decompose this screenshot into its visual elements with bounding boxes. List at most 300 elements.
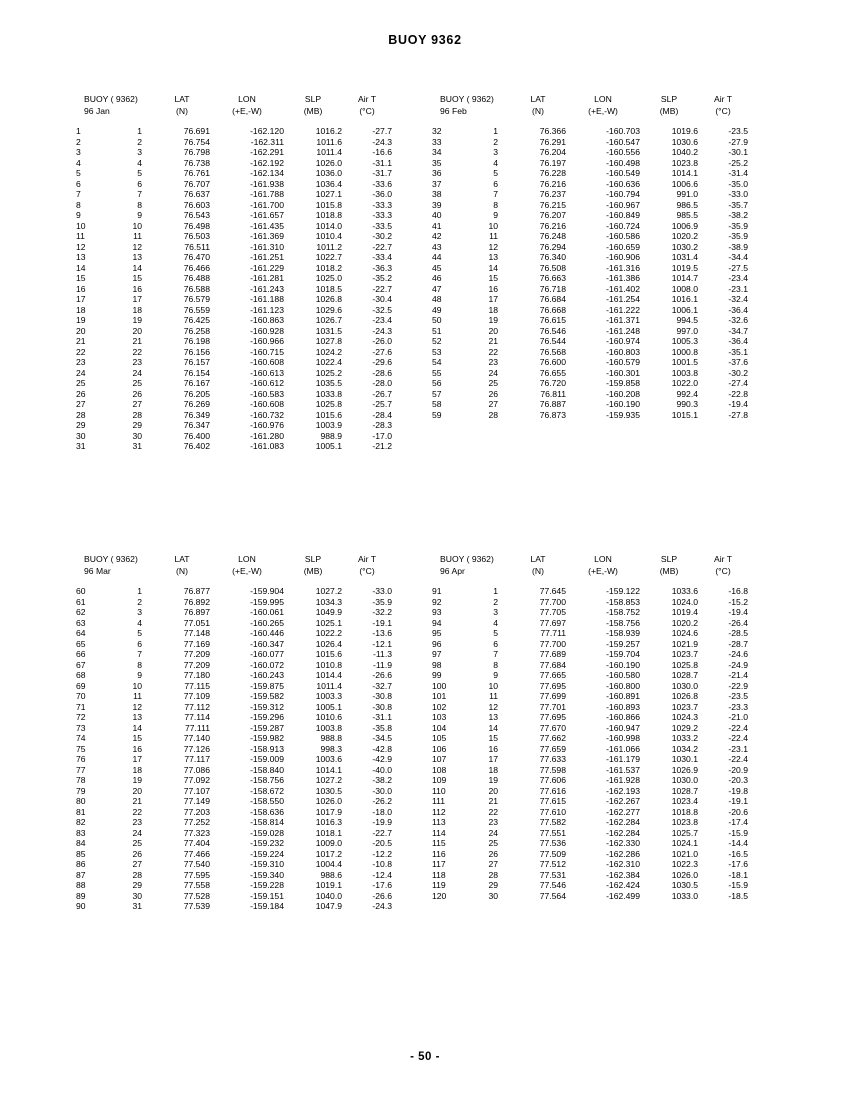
cell-slp: 1008.0 (671, 283, 698, 294)
table-row (74, 744, 392, 755)
cell-index: 58 (432, 399, 442, 409)
table-row (430, 744, 748, 755)
cell-airt: -21.0 (728, 712, 748, 722)
table-row (430, 305, 748, 316)
table-row (430, 326, 748, 337)
cell-day: 7 (137, 649, 142, 659)
cell-day: 16 (488, 743, 498, 754)
cell-day: 29 (132, 420, 142, 430)
cell-day: 16 (132, 283, 142, 294)
cell-airt: -19.4 (728, 399, 748, 409)
header-lat-units: (N) (532, 106, 544, 116)
cell-airt: -32.5 (372, 304, 392, 315)
cell-day: 26 (132, 388, 142, 399)
cell-index: 84 (76, 838, 86, 848)
cell-slp: 1030.6 (671, 136, 698, 147)
cell-index: 103 (432, 712, 447, 722)
cell-airt: -22.4 (728, 754, 748, 764)
cell-day: 11 (133, 691, 142, 701)
cell-day: 25 (488, 378, 498, 388)
cell-day: 10 (488, 220, 498, 231)
table-row (430, 754, 748, 765)
cell-index: 66 (76, 649, 86, 659)
cell-lon: -159.995 (250, 596, 284, 607)
cell-lon: -159.704 (606, 649, 640, 659)
cell-slp: 988.8 (320, 733, 342, 743)
cell-airt: -33.0 (372, 586, 392, 596)
cell-index: 49 (432, 304, 442, 315)
cell-index: 10 (76, 220, 86, 231)
cell-slp: 1018.5 (315, 283, 342, 294)
cell-airt: -28.4 (372, 409, 392, 420)
cell-index: 28 (76, 409, 86, 420)
table-body-apr (430, 586, 748, 901)
table-row (74, 126, 392, 137)
cell-lat: 77.140 (183, 733, 210, 743)
cell-index: 71 (76, 701, 86, 712)
table-row (74, 597, 392, 608)
cell-lat: 76.543 (183, 210, 210, 220)
cell-day: 23 (132, 817, 142, 827)
cell-day: 8 (137, 659, 142, 670)
cell-day: 1 (137, 586, 142, 596)
cell-index: 80 (76, 796, 86, 806)
cell-lat: 76.568 (539, 346, 566, 357)
cell-slp: 1015.8 (315, 199, 342, 210)
cell-index: 61 (76, 596, 86, 607)
cell-slp: 1006.1 (671, 304, 698, 315)
table-row (430, 723, 748, 734)
cell-airt: -36.0 (372, 189, 392, 199)
cell-slp: 1026.8 (315, 294, 342, 304)
cell-airt: -42.8 (372, 743, 392, 754)
cell-airt: -25.2 (728, 157, 748, 168)
cell-airt: -34.4 (728, 252, 748, 262)
cell-day: 10 (132, 680, 142, 691)
cell-slp: 1015.6 (315, 409, 342, 420)
cell-index: 34 (432, 147, 442, 157)
header-month-mar: 96 Mar (84, 566, 111, 576)
cell-index: 107 (432, 754, 447, 764)
table-row (74, 712, 392, 723)
cell-index: 99 (432, 670, 442, 680)
cell-day: 1 (137, 126, 142, 136)
cell-day: 3 (137, 607, 142, 617)
table-row (74, 231, 392, 242)
cell-lon: -160.301 (606, 367, 640, 378)
cell-index: 69 (76, 680, 86, 691)
header-lat-units: (N) (176, 566, 188, 576)
cell-airt: -30.2 (372, 231, 392, 241)
header-lat-units: (N) (532, 566, 544, 576)
cell-airt: -24.3 (372, 136, 392, 147)
cell-lat: 77.615 (539, 796, 566, 806)
cell-index: 53 (432, 346, 442, 357)
cell-lat: 76.544 (539, 336, 566, 346)
cell-airt: -22.7 (372, 241, 392, 252)
table-row (74, 357, 392, 368)
cell-slp: 1018.8 (315, 210, 342, 220)
cell-slp: 1025.0 (315, 273, 342, 283)
table-row (430, 817, 748, 828)
cell-lat: 77.689 (539, 649, 566, 659)
cell-slp: 1034.3 (315, 596, 342, 607)
cell-day: 18 (132, 764, 142, 775)
table-row (430, 660, 748, 671)
cell-day: 7 (493, 649, 498, 659)
cell-lon: -162.267 (606, 796, 640, 806)
cell-slp: 1016.1 (671, 294, 698, 304)
cell-airt: -36.4 (728, 336, 748, 346)
table-row (430, 670, 748, 681)
cell-day: 4 (493, 157, 498, 168)
cell-airt: -22.7 (372, 827, 392, 838)
cell-airt: -17.4 (728, 817, 748, 827)
cell-airt: -17.6 (372, 880, 392, 890)
table-row (74, 336, 392, 347)
cell-slp: 1001.5 (671, 357, 698, 367)
cell-lon: -159.228 (250, 880, 284, 890)
cell-lat: 77.086 (183, 764, 210, 775)
cell-index: 50 (432, 315, 442, 325)
table-row (74, 399, 392, 410)
table-row (74, 179, 392, 190)
cell-day: 18 (488, 304, 498, 315)
table-row (74, 326, 392, 337)
table-row (74, 660, 392, 671)
cell-airt: -28.7 (728, 638, 748, 649)
cell-index: 27 (76, 399, 86, 409)
table-row (74, 828, 392, 839)
cell-airt: -22.9 (728, 680, 748, 691)
cell-day: 21 (132, 336, 142, 346)
cell-airt: -24.9 (728, 659, 748, 670)
cell-slp: 1036.4 (315, 178, 342, 189)
cell-slp: 1026.4 (315, 638, 342, 649)
cell-index: 89 (76, 890, 86, 901)
table-row (430, 765, 748, 776)
cell-lat: 77.148 (183, 628, 210, 638)
buoy-table-apr (430, 554, 748, 901)
cell-day: 14 (132, 262, 142, 273)
data-block-jan (74, 94, 392, 452)
table-row (430, 294, 748, 305)
cell-slp: 1011.2 (316, 241, 342, 252)
cell-slp: 1027.8 (315, 336, 342, 346)
table-row (74, 628, 392, 639)
cell-lat: 77.701 (539, 701, 566, 712)
cell-lat: 77.117 (184, 754, 210, 764)
cell-day: 13 (488, 712, 498, 722)
cell-lat: 77.169 (183, 638, 210, 649)
cell-slp: 1018.1 (315, 827, 342, 838)
table-row (74, 147, 392, 158)
cell-airt: -15.9 (728, 880, 748, 890)
cell-slp: 1029.6 (315, 304, 342, 315)
cell-airt: -34.5 (372, 733, 392, 743)
cell-day: 24 (132, 367, 142, 378)
cell-lat: 76.546 (539, 325, 566, 336)
cell-lat: 77.252 (183, 817, 210, 827)
cell-slp: 1015.6 (315, 649, 342, 659)
cell-index: 85 (76, 848, 86, 859)
cell-slp: 1023.4 (671, 796, 698, 806)
cell-lon: -162.499 (606, 890, 640, 901)
cell-index: 18 (76, 304, 86, 315)
cell-lat: 77.551 (539, 827, 566, 838)
cell-lon: -160.866 (606, 712, 640, 722)
cell-lat: 76.655 (539, 367, 566, 378)
cell-lon: -161.371 (606, 315, 640, 325)
cell-index: 113 (432, 817, 446, 827)
cell-airt: -32.6 (728, 315, 748, 325)
cell-lat: 77.558 (183, 880, 210, 890)
table-row (430, 315, 748, 326)
cell-airt: -27.7 (372, 126, 392, 136)
cell-airt: -22.8 (728, 388, 748, 399)
cell-slp: 1024.0 (671, 596, 698, 607)
table-row (74, 618, 392, 629)
cell-airt: -35.9 (728, 220, 748, 231)
cell-day: 23 (488, 817, 498, 827)
cell-day: 19 (488, 315, 498, 325)
cell-slp: 1019.1 (315, 880, 342, 890)
cell-lat: 77.203 (183, 806, 210, 817)
cell-lon: -160.947 (606, 722, 640, 733)
cell-index: 24 (76, 367, 86, 378)
cell-slp: 1025.2 (315, 367, 342, 378)
cell-index: 95 (432, 628, 442, 638)
cell-lon: -159.904 (250, 586, 284, 596)
cell-day: 25 (488, 838, 498, 848)
cell-airt: -21.4 (728, 670, 748, 680)
header-slp-units: (MB) (659, 106, 679, 116)
cell-airt: -11.9 (373, 659, 392, 670)
cell-lon: -159.340 (250, 869, 284, 880)
header-air-label: Air T (714, 554, 732, 564)
cell-lon: -160.608 (250, 399, 284, 409)
cell-index: 55 (432, 367, 442, 378)
cell-lon: -160.906 (606, 252, 640, 262)
cell-airt: -30.1 (728, 147, 748, 157)
cell-day: 2 (493, 596, 498, 607)
cell-slp: 1020.2 (671, 231, 698, 241)
table-row (430, 712, 748, 723)
cell-lat: 76.559 (183, 304, 210, 315)
cell-lat: 76.668 (539, 304, 566, 315)
table-row (74, 891, 392, 902)
cell-lat: 76.892 (183, 596, 210, 607)
cell-lon: -162.384 (606, 869, 640, 880)
header-air-units: (°C) (359, 106, 375, 116)
cell-slp: 1017.2 (315, 848, 342, 859)
cell-slp: 1029.2 (671, 722, 698, 733)
cell-slp: 1023.8 (671, 817, 698, 827)
buoy-table-jan (74, 94, 392, 452)
cell-index: 91 (432, 586, 442, 596)
cell-index: 57 (432, 388, 442, 399)
cell-airt: -24.6 (728, 649, 748, 659)
cell-index: 33 (432, 136, 442, 147)
cell-lon: -161.310 (250, 241, 284, 252)
cell-index: 15 (76, 273, 86, 283)
table-row (430, 607, 748, 618)
cell-airt: -28.3 (372, 420, 392, 430)
cell-lon: -161.280 (250, 430, 284, 441)
cell-lon: -161.788 (250, 189, 284, 199)
cell-lon: -161.222 (606, 304, 640, 315)
cell-lat: 76.466 (183, 262, 210, 273)
cell-airt: -22.4 (728, 722, 748, 733)
cell-index: 112 (432, 806, 446, 817)
table-row (430, 775, 748, 786)
cell-slp: 1010.4 (315, 231, 342, 241)
cell-day: 7 (493, 189, 498, 199)
cell-index: 75 (76, 743, 86, 754)
cell-slp: 1030.1 (671, 754, 698, 764)
cell-airt: -30.8 (372, 691, 392, 701)
cell-airt: -26.4 (728, 617, 748, 628)
cell-index: 92 (432, 596, 442, 607)
cell-slp: 994.5 (676, 315, 698, 325)
table-row (74, 586, 392, 597)
cell-airt: -14.4 (728, 838, 748, 848)
cell-lat: 76.216 (539, 220, 566, 231)
cell-slp: 1025.7 (671, 827, 698, 838)
cell-airt: -21.2 (372, 441, 392, 451)
cell-lat: 76.204 (539, 147, 566, 157)
cell-day: 16 (132, 743, 142, 754)
cell-slp: 986.5 (676, 199, 698, 210)
cell-index: 105 (432, 733, 447, 743)
cell-index: 110 (432, 785, 446, 796)
cell-day: 18 (488, 764, 498, 775)
cell-index: 16 (76, 283, 86, 294)
cell-airt: -31.7 (372, 168, 392, 178)
table-row (430, 702, 748, 713)
header-air-units: (°C) (359, 566, 375, 576)
table-row (430, 838, 748, 849)
cell-slp: 1014.1 (671, 168, 698, 178)
cell-airt: -19.4 (728, 607, 748, 617)
cell-lon: -161.435 (250, 220, 284, 231)
cell-day: 24 (488, 827, 498, 838)
cell-lat: 77.512 (539, 859, 566, 869)
cell-lat: 77.633 (539, 754, 566, 764)
cell-lon: -162.120 (250, 126, 284, 136)
table-row (430, 137, 748, 148)
cell-slp: 1003.9 (315, 420, 342, 430)
cell-airt: -24.3 (372, 325, 392, 336)
table-row (74, 765, 392, 776)
cell-lon: -158.756 (606, 617, 640, 628)
cell-lat: 77.711 (540, 628, 566, 638)
table-row (74, 649, 392, 660)
cell-slp: 1028.7 (671, 785, 698, 796)
cell-airt: -16.6 (372, 147, 392, 157)
cell-lon: -162.277 (606, 806, 640, 817)
cell-lat: 76.340 (539, 252, 566, 262)
cell-slp: 1019.5 (671, 262, 698, 273)
cell-lon: -159.151 (250, 890, 284, 901)
cell-day: 21 (488, 796, 498, 806)
cell-lon: -160.556 (606, 147, 640, 157)
cell-lat: 77.610 (539, 806, 566, 817)
cell-lat: 76.897 (183, 607, 210, 617)
cell-slp: 1031.4 (671, 252, 698, 262)
cell-airt: -33.4 (372, 252, 392, 262)
cell-slp: 1040.2 (671, 147, 698, 157)
cell-lat: 77.509 (539, 848, 566, 859)
cell-slp: 1026.8 (671, 691, 698, 701)
cell-slp: 1009.0 (315, 838, 342, 848)
cell-airt: -33.6 (372, 178, 392, 189)
cell-airt: -26.2 (372, 796, 392, 806)
cell-day: 23 (132, 357, 142, 367)
cell-index: 29 (76, 420, 86, 430)
cell-index: 111 (432, 796, 446, 806)
cell-slp: 1010.6 (315, 712, 342, 722)
cell-airt: -36.4 (728, 304, 748, 315)
cell-lon: -160.976 (250, 420, 284, 430)
cell-airt: -24.3 (372, 901, 392, 911)
cell-airt: -15.9 (728, 827, 748, 838)
cell-lon: -160.803 (606, 346, 640, 357)
table-row (430, 786, 748, 797)
cell-day: 8 (137, 199, 142, 210)
cell-lon: -160.549 (606, 168, 640, 178)
cell-day: 30 (132, 430, 142, 441)
cell-day: 15 (132, 273, 142, 283)
cell-index: 120 (432, 890, 447, 901)
table-row (430, 347, 748, 358)
cell-slp: 1021.0 (671, 848, 698, 859)
cell-lat: 77.684 (539, 659, 566, 670)
table-row (430, 399, 748, 410)
cell-lon: -160.732 (250, 409, 284, 420)
cell-slp: 1025.8 (671, 659, 698, 670)
table-row (430, 880, 748, 891)
cell-index: 74 (76, 733, 86, 743)
cell-lon: -159.028 (250, 827, 284, 838)
cell-lon: -161.386 (606, 273, 640, 283)
table-row (74, 189, 392, 200)
cell-index: 90 (76, 901, 86, 911)
cell-lon: -158.939 (606, 628, 640, 638)
cell-lon: -160.966 (250, 336, 284, 346)
cell-index: 101 (432, 691, 447, 701)
cell-day: 10 (488, 680, 498, 691)
cell-index: 88 (76, 880, 86, 890)
cell-slp: 1020.2 (671, 617, 698, 628)
table-row (430, 681, 748, 692)
header-slp-label: SLP (304, 94, 322, 104)
cell-lon: -162.311 (250, 136, 284, 147)
cell-lat: 76.366 (539, 126, 566, 136)
cell-lon: -161.281 (250, 273, 284, 283)
cell-slp: 1030.2 (671, 241, 698, 252)
cell-day: 11 (133, 231, 142, 241)
table-row (74, 294, 392, 305)
cell-lon: -161.229 (250, 262, 284, 273)
cell-index: 48 (432, 294, 442, 304)
cell-day: 4 (137, 157, 142, 168)
table-row (74, 305, 392, 316)
cell-lon: -162.193 (606, 785, 640, 796)
cell-day: 17 (488, 754, 498, 764)
cell-airt: -28.6 (372, 367, 392, 378)
table-row (430, 263, 748, 274)
